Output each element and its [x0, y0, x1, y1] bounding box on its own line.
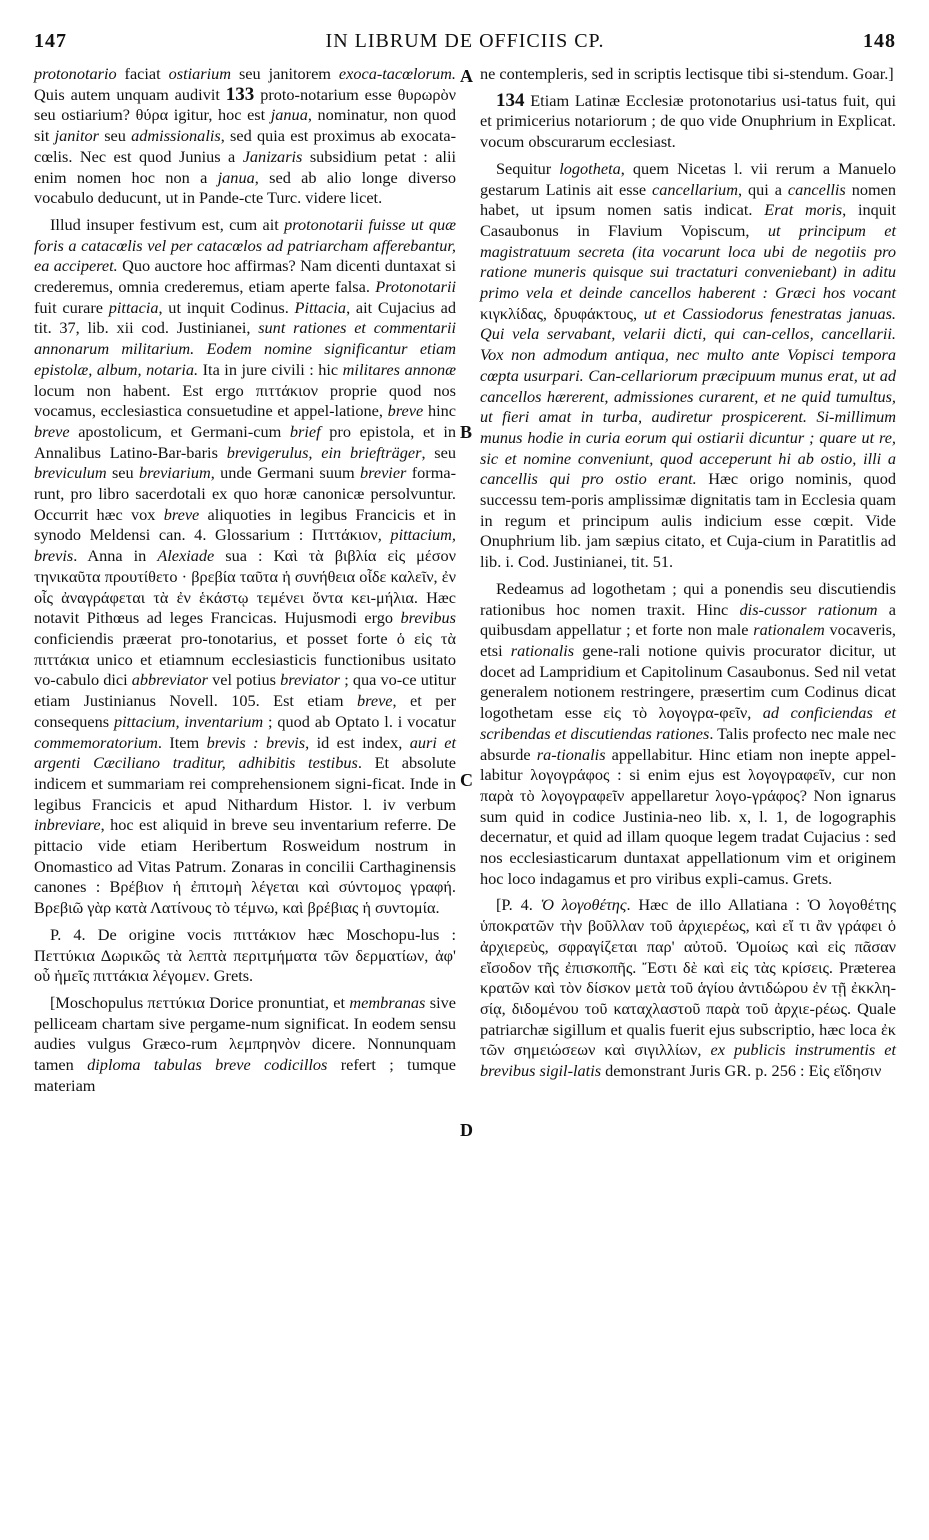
- right-paragraph-3: Sequitur logotheta, quem Nicetas l. vii rerum a Manuelo gestarum Latinis ait esse cancellarium, qui a cancellis nomen habet, ut ipsum nomen satis indicat. Erat moris, inquit Casaubonus in Flavium Vopiscum, ut principum et magistratuum secreta (ita vocarunt loca ubi de negotiis pro ratione muneris quisque sui tractaturi conveniebant) in aditu primo vela et deinde cancellos haberent : Græci hos vocant κιγκλίδας, δρυφάκτους, ut et Cassiodorus fenestratas januas. Qui vela servabant, velarii dicti, qui can-cellos, cancellarii. Vox non admodum antiqua, nec multo ante Vopisci tempora cœpta usurpari. Can-cellariorum præcipuum munus erat, ut ad cancellos hærerent, admissiones curarent, et ne quid tumultus, ut fieri amat in turba, audiretur prospicerent. Si-millimum munus hodie in curia eorum qui ostiarii dicuntur ; quare ut re, sic et nomine conveniunt, quod acceperunt hi ab ostio, illi a cancellis qui pro ostio erant. Hæc origo nominis, quod successu tem-poris amplissimæ dignitatis tam in Ecclesia quam in regum et principum aulis indicium esse cœpit. Vide Onuphrium lib. jam sæpius citato, et Cuja-cium in Paratitlis ad lib. i. Cod. Justinianei, tit. 51.: [480, 158, 897, 572]
- margin-marker-a: A: [460, 66, 473, 86]
- right-paragraph-5: [P. 4. Ὁ λογοθέτης. Hæc de illo Allatiana : Ὁ λογοθέτης ὑποκρατῶν τὴν βοῦλλαν τοῦ ἀρχιερέως, καὶ εἴ τι ἂν γράφει ὁ ἀρχιερεὺς, σφραγίζεται παρ' αὐτοῦ. Ὁμοίως καὶ εἰς πᾶσαν εἴσοδον τῆς ἐπισκοπῆς. Ἔστι δὲ καὶ εἰς τὰς κρίσεις. Præterea κρατῶν καὶ τὸν δίσκον μετὰ τοῦ ἁγίου ἀντιδώρου ἐν τῇ ἐκκλη-σίᾳ, διδομένου τοῦ καταχλαστοῦ παρὰ τοῦ ἀρχιε-ρέως. Quale patriarchæ sigillum et qualis fuerit ejus subscriptio, hæc loca ἐκ τῶν σημειώσεων καὶ σιγιλλίων, ex publicis instrumentis et brevibus sigil-latis demonstrant Juris GR. p. 256 : Εἰς εἴδησιν: [480, 895, 897, 1081]
- right-paragraph-4: Redeamus ad logothetam ; qui a ponendis seu discutiendis rationibus hoc nomen traxit. Hinc dis-cussor rationum a quibusdam appellatur ; et forte non male rationalem vocaveris, etsi rationalis gene-rali notione quivis procurator dicitur, ut docet ad Lampridium et Capitolinum Casaubonus. Sed nil vetat generalem notionem restringere, præsertim cum Codinus dicat logothetam esse εἰς τὸ λογογρα-φεῖν, ad conficiendas et scribendas et discutiendas rationes. Talis profecto nec male nec absurde ra-tionalis appellabitur. Hinc etiam non inepte appel-labitur λογογράφος : si enim ejus est λογογραφεῖν, cur non παρὰ τὸ λογογραφεῖν appellaretur λογο-γράφος? Non ignarus sum quid in codice Justinia-neo lib. x, l. 1, de logographis decernatur, et quid ad illam quoque legem tradat Cujacius : sed nos ecclesiasticarum duntaxat appellationum vim et originem hoc loco indagamus et pro viribus expli-camus. Grets.: [480, 578, 897, 888]
- section-number-133: 133: [225, 83, 255, 105]
- margin-marker-c: C: [460, 770, 473, 790]
- left-paragraph-2: Illud insuper festivum est, cum ait protonotarii fuisse ut quæ foris a catacœlis vel per catacœlos ad patriarcham afferebantur, ea acciperet. Quo auctore hoc affirmas? Nam dicenti duntaxat si crederemus, omnia crederemus, etiam aperte falsa. Protonotarii fuit curare pittacia, ut inquit Codinus. Pittacia, ait Cujacius ad tit. 37, lib. xii cod. Justinianei, sunt rationes et commentarii annonarum militarium. Eodem nomine significantur etiam epistolæ, album, notaria. Ita in jure civili : hic militares annonæ locum non habent. Est ergo πιττάκιον proprie quod nos vocamus, ecclesiastica consuetudine et appel-latione, breve hinc breve apostolicum, et Germani-cum brief pro epistola, et in Annalibus Latino-Bar-baris brevigerulus, ein briefträger, seu breviculum seu breviarium, unde Germani suum brevier forma-runt, pro libro sacerdotali ex quo horæ canonicæ persolvuntur. Occurrit hæc vox breve aliquoties in legibus Francicis et in synodo Meldensi can. 4. Glossarium : Πιττάκιον, pittacium, brevis. Anna in Alexiade sua : Καὶ τὰ βιβλία εἰς μέσον τηνικαῦτα προυτίθετο · βρεβία ταῦτα ἡ συνήθεια οἶδε καλεῖν, ἐν οἷς ἀναγράφεται τὰ ἐν ἑκάστῳ τεμένει ὄντα κει-μήλια. Hæc notavit Pithœus ad leges Francicas. Hujusmodi ergo brevibus conficiendis præerat pro-tonotarius, et posset forte ὁ εἰς τὰ πιττάκια unico et etiamnum ecclesiasticis functionibus usitato vo-cabulo dici abbreviator vel potius breviator ; qua vo-ce utitur etiam Justinianus Novell. 105. Est etiam breve, et per consequens pittacium, inventarium ; quod ab Optato l. i vocatur commemoratorium. Item brevis : brevis, id est index, auri et argenti Cæciliano traditur, adhibitis testibus. Et absolute indicem et summariam rei comprehensionem signi-ficat. Inde in legibus Francicis et apud Nithardum Histor. l. iv verbum inbreviare, hoc est aliquid in breve seu inventarium referre. De pittacio vide etiam Heribertum Rosweidum nostrum in Onomastico ad Vitas Patrum. Zonaras in concilii Carthaginensis canones : Βρέβιον ἡ ἐπιτομὴ λέγεται καὶ σύντομος γραφή. Βρεβιῶ γὰρ κατὰ Λατίνους τὸ τέμνω, καὶ βρέβιας ἡ συντομία.: [34, 214, 457, 918]
- page-header: [34, 30, 896, 60]
- section-number-134: 134: [496, 89, 525, 111]
- right-paragraph-1: ne contempleris, sed in scriptis lectisque tibi si-stendum. Goar.]: [480, 64, 894, 83]
- page-number-right: 148: [863, 30, 896, 52]
- page-number-left: 147: [34, 30, 67, 52]
- running-title: IN LIBRUM DE OFFICIIS CP.: [325, 30, 605, 52]
- right-column: [480, 64, 896, 1082]
- margin-marker-d: D: [460, 1120, 473, 1140]
- margin-marker-b: B: [460, 422, 473, 442]
- left-paragraph-4: [Moschopulus πεττύκια Dorice pronuntiat, et membranas sive pelliceam chartam sive pergame-num significat. In eodem sensu audies vulgus Græco-rum λεμπρηνὸν dicere. Nonnunquam tamen diploma tabulas breve codicillos refert ; tumque materiam: [34, 992, 457, 1095]
- left-column: [34, 64, 456, 1096]
- left-paragraph-1: protonotario faciat ostiarium seu janitorem exoca-tacœlorum. Quis autem unquam audivit 133 proto-notarium esse θυρωρὸν seu ostiarium? θύρα igitur, hoc est janua, nominatur, non quod sit janitor seu admissionalis, sed quia est proximus ab exocata-cœlis. Nec est quod Junius a Janizaris subsidium petat : alii enim nomen hoc non a janua, sed ab alio longe diverso vocabulo deducunt, ut in Pande-cte Turc. videre licet.: [34, 64, 457, 208]
- right-paragraph-2: 134 Etiam Latinæ Ecclesiæ protonotarius usi-tatus fuit, qui et primicerius notariorum ; de quo vide Onuphrium in Explicat. vocum obscurarum ecclesiast.: [480, 89, 896, 152]
- left-paragraph-3: P. 4. De origine vocis πιττάκιον hæc Moschopu-lus : Πεττύκια Δωρικῶς τὰ λεπτὰ περιτμήματα τῶν δερματίων, ἀφ' οὗ ἡμεῖς πιττάκια λέγομεν. Grets.: [34, 924, 456, 986]
